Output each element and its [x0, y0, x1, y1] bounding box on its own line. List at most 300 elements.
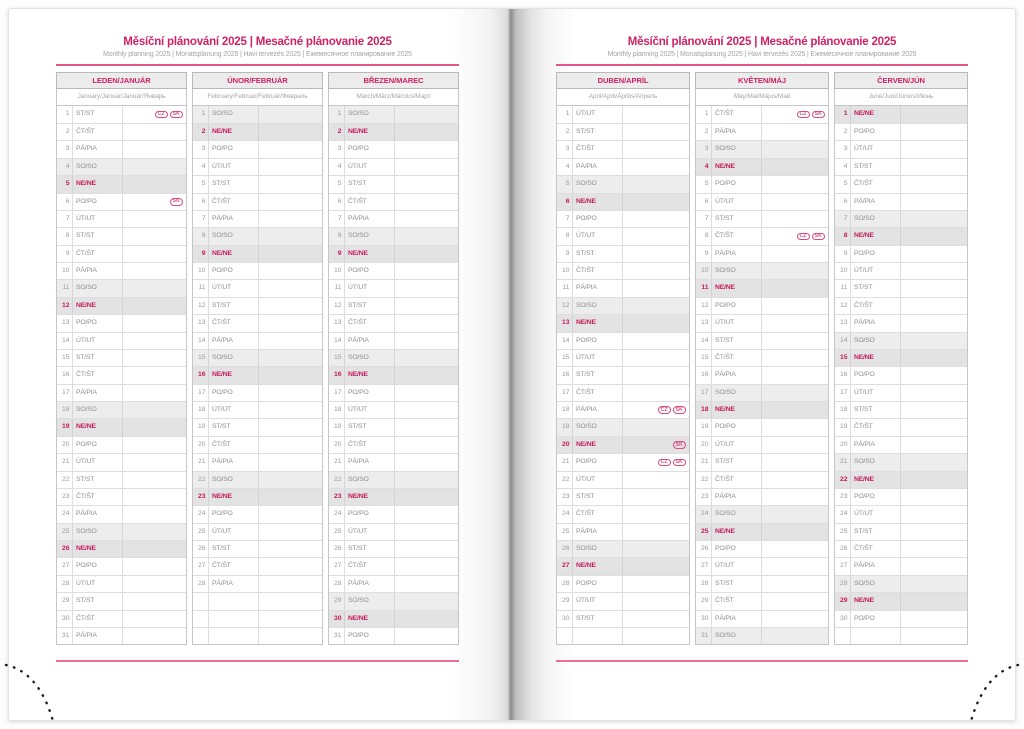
day-row — [57, 540, 186, 557]
day-number-cell: 20 — [193, 437, 209, 453]
day-row — [835, 401, 967, 418]
day-row — [57, 297, 186, 314]
notes-cell — [623, 385, 689, 401]
day-row — [57, 627, 186, 644]
notes-cell — [259, 194, 322, 210]
month-header: LEDEN/JANUÁR — [56, 72, 187, 89]
day-label-cell: PO/PO — [73, 437, 123, 453]
month-day-rows — [834, 106, 968, 646]
day-label-cell: PÁ/PIA — [345, 576, 395, 592]
day-row — [557, 384, 689, 401]
month-column — [328, 72, 459, 646]
day-row — [329, 366, 458, 383]
day-row — [329, 140, 458, 157]
page-title: Měsíční plánování 2025 | Mesačné plánovanie 2025 — [123, 36, 392, 48]
day-row — [696, 262, 828, 279]
day-label-cell: ČT/ŠT — [73, 489, 123, 505]
day-number-cell: 13 — [696, 315, 712, 331]
day-row — [57, 523, 186, 540]
day-number-cell: 7 — [57, 211, 73, 227]
day-number-cell: 8 — [696, 228, 712, 244]
notes-cell — [901, 628, 967, 644]
day-label-cell: SO/SO — [712, 263, 762, 279]
day-label-cell: SO/SO — [712, 628, 762, 644]
day-number-cell: 7 — [696, 211, 712, 227]
notes-cell — [395, 541, 458, 557]
day-number-cell: 21 — [835, 454, 851, 470]
day-number-cell: 28 — [557, 576, 573, 592]
day-row — [193, 557, 322, 574]
day-label-cell: SO/SO — [345, 228, 395, 244]
day-number-cell: 25 — [835, 524, 851, 540]
month-header: ÚNOR/FEBRUÁR — [192, 72, 323, 89]
notes-cell — [623, 454, 689, 470]
day-label-cell: SO/SO — [73, 524, 123, 540]
day-row — [193, 314, 322, 331]
day-number-cell: 20 — [696, 437, 712, 453]
day-row — [193, 262, 322, 279]
day-number-cell: 24 — [329, 506, 345, 522]
day-row — [329, 193, 458, 210]
day-row — [835, 332, 967, 349]
day-number-cell: 2 — [193, 124, 209, 140]
day-label-cell: PÁ/PIA — [573, 280, 623, 296]
day-label-cell: ÚT/UT — [209, 159, 259, 175]
notes-cell — [762, 402, 828, 418]
notes-cell — [762, 141, 828, 157]
notes-cell — [762, 541, 828, 557]
day-row — [329, 262, 458, 279]
month-column — [695, 72, 829, 646]
notes-cell — [123, 576, 186, 592]
months-row-right — [556, 72, 968, 646]
day-row — [557, 314, 689, 331]
notes-cell — [901, 194, 967, 210]
day-number-cell: 16 — [696, 367, 712, 383]
day-row — [57, 314, 186, 331]
notes-cell — [762, 593, 828, 609]
day-number-cell: 4 — [835, 159, 851, 175]
day-row — [329, 592, 458, 609]
month-day-rows — [56, 106, 187, 646]
footer-rule — [556, 660, 968, 662]
day-row — [557, 557, 689, 574]
day-number-cell — [193, 628, 209, 644]
month-column — [56, 72, 187, 646]
day-label-cell: ČT/ŠT — [73, 124, 123, 140]
notes-cell — [762, 350, 828, 366]
notes-cell — [123, 106, 186, 123]
day-number-cell: 9 — [329, 246, 345, 262]
day-label-cell: SO/SO — [209, 472, 259, 488]
notes-cell — [259, 350, 322, 366]
day-row — [193, 436, 322, 453]
day-label-cell: SO/SO — [73, 280, 123, 296]
day-row — [193, 488, 322, 505]
notes-cell — [623, 246, 689, 262]
notes-cell — [395, 524, 458, 540]
notes-cell — [259, 106, 322, 123]
day-number-cell: 10 — [329, 263, 345, 279]
day-row — [557, 262, 689, 279]
day-number-cell: 22 — [57, 472, 73, 488]
page-subtitle: Monthly planning 2025 | Monatsplanung 2025 | Havi tervezés 2025 | Ежемесячное планирование 2025 — [103, 51, 412, 58]
notes-cell — [762, 106, 828, 123]
day-row — [696, 523, 828, 540]
months-row-left — [56, 72, 459, 646]
day-row — [696, 158, 828, 175]
notes-cell — [901, 385, 967, 401]
day-row — [57, 227, 186, 244]
sk-holiday-badge-icon: SK — [812, 111, 825, 119]
day-row — [557, 523, 689, 540]
day-row — [329, 349, 458, 366]
day-label-cell: NE/NE — [73, 298, 123, 314]
day-label-cell: ÚT/UT — [73, 576, 123, 592]
sk-holiday-badge-icon: SK — [812, 233, 825, 241]
day-row — [835, 610, 967, 627]
day-label-cell: PO/PO — [209, 263, 259, 279]
notes-cell — [762, 263, 828, 279]
day-number-cell: 6 — [57, 194, 73, 210]
day-number-cell: 10 — [557, 263, 573, 279]
day-row — [57, 575, 186, 592]
day-number-cell: 15 — [696, 350, 712, 366]
day-number-cell: 30 — [835, 611, 851, 627]
day-number-cell: 24 — [193, 506, 209, 522]
day-row — [329, 227, 458, 244]
notes-cell — [259, 611, 322, 627]
day-number-cell: 4 — [193, 159, 209, 175]
day-label-cell: ČT/ŠT — [573, 506, 623, 522]
day-number-cell: 8 — [193, 228, 209, 244]
day-number-cell: 17 — [557, 385, 573, 401]
notes-cell — [762, 558, 828, 574]
day-number-cell: 16 — [835, 367, 851, 383]
day-label-cell: ST/ST — [712, 576, 762, 592]
day-label-cell: NE/NE — [851, 593, 901, 609]
notes-cell — [762, 524, 828, 540]
day-row — [696, 592, 828, 609]
notes-cell — [259, 472, 322, 488]
day-label-cell: ST/ST — [73, 593, 123, 609]
day-number-cell — [835, 628, 851, 644]
notes-cell — [623, 611, 689, 627]
day-label-cell: SO/SO — [712, 385, 762, 401]
notes-cell — [395, 315, 458, 331]
day-number-cell: 11 — [696, 280, 712, 296]
notes-cell — [762, 315, 828, 331]
day-number-cell: 12 — [696, 298, 712, 314]
notes-cell — [259, 141, 322, 157]
day-row — [193, 297, 322, 314]
day-label-cell — [209, 593, 259, 609]
notes-cell — [395, 350, 458, 366]
month-subheader: January/Januar/Január/Январь — [56, 89, 187, 106]
notes-cell — [901, 228, 967, 244]
day-number-cell: 13 — [835, 315, 851, 331]
day-number-cell: 27 — [696, 558, 712, 574]
notes-cell — [901, 611, 967, 627]
notes-cell — [395, 333, 458, 349]
day-number-cell: 21 — [329, 454, 345, 470]
page-right-content — [556, 9, 968, 662]
day-label-cell: NE/NE — [851, 228, 901, 244]
day-row — [835, 557, 967, 574]
month-column — [834, 72, 968, 646]
day-row — [557, 279, 689, 296]
day-label-cell: NE/NE — [209, 246, 259, 262]
notes-cell — [623, 176, 689, 192]
day-label-cell: PO/PO — [573, 211, 623, 227]
notes-cell — [123, 263, 186, 279]
day-label-cell: PO/PO — [345, 263, 395, 279]
notes-cell — [901, 454, 967, 470]
day-row — [557, 210, 689, 227]
notes-cell — [762, 576, 828, 592]
day-row — [835, 384, 967, 401]
day-number-cell: 1 — [329, 106, 345, 123]
notes-cell — [259, 298, 322, 314]
day-label-cell: SO/SO — [345, 106, 395, 123]
day-row — [57, 471, 186, 488]
header-rule — [556, 64, 968, 66]
day-row — [835, 575, 967, 592]
month-column — [556, 72, 690, 646]
day-number-cell: 22 — [557, 472, 573, 488]
day-row — [329, 418, 458, 435]
day-number-cell: 2 — [696, 124, 712, 140]
notes-cell — [901, 159, 967, 175]
day-number-cell: 23 — [696, 489, 712, 505]
day-label-cell: SO/SO — [851, 576, 901, 592]
day-number-cell: 9 — [696, 246, 712, 262]
notes-cell — [762, 159, 828, 175]
day-label-cell: PO/PO — [345, 141, 395, 157]
day-row — [835, 158, 967, 175]
day-number-cell: 30 — [57, 611, 73, 627]
notes-cell — [395, 211, 458, 227]
day-label-cell: ÚT/UT — [73, 211, 123, 227]
day-row — [57, 279, 186, 296]
day-number-cell: 11 — [193, 280, 209, 296]
day-number-cell: 22 — [835, 472, 851, 488]
day-label-cell — [209, 628, 259, 644]
day-number-cell: 20 — [57, 437, 73, 453]
notes-cell — [901, 472, 967, 488]
day-row — [835, 262, 967, 279]
day-number-cell: 28 — [835, 576, 851, 592]
notes-cell — [623, 159, 689, 175]
day-number-cell: 11 — [57, 280, 73, 296]
notes-cell — [762, 194, 828, 210]
day-label-cell: PÁ/PIA — [73, 385, 123, 401]
day-number-cell: 2 — [557, 124, 573, 140]
day-row — [329, 158, 458, 175]
notes-cell — [901, 593, 967, 609]
day-label-cell: ČT/ŠT — [573, 141, 623, 157]
day-row — [696, 575, 828, 592]
notes-cell — [395, 141, 458, 157]
notes-cell — [901, 558, 967, 574]
day-number-cell: 6 — [696, 194, 712, 210]
day-number-cell: 14 — [329, 333, 345, 349]
notes-cell — [395, 124, 458, 140]
day-row — [193, 418, 322, 435]
day-number-cell: 29 — [557, 593, 573, 609]
day-row — [57, 610, 186, 627]
notes-cell — [901, 419, 967, 435]
day-row — [57, 384, 186, 401]
day-label-cell: SO/SO — [851, 211, 901, 227]
notes-cell — [623, 472, 689, 488]
notes-cell — [123, 506, 186, 522]
day-label-cell: ČT/ŠT — [345, 558, 395, 574]
day-label-cell: SO/SO — [573, 541, 623, 557]
notes-cell — [123, 524, 186, 540]
day-row — [696, 384, 828, 401]
day-row — [557, 610, 689, 627]
notes-cell — [395, 611, 458, 627]
notes-cell — [901, 280, 967, 296]
day-number-cell: 31 — [329, 628, 345, 644]
cz-holiday-badge-icon: CZ — [797, 111, 810, 119]
notes-cell — [623, 367, 689, 383]
day-label-cell: PÁ/PIA — [712, 124, 762, 140]
notes-cell — [259, 159, 322, 175]
notes-cell — [762, 454, 828, 470]
day-label-cell: ÚT/UT — [573, 350, 623, 366]
notes-cell — [623, 350, 689, 366]
day-label-cell: ČT/ŠT — [712, 228, 762, 244]
day-number-cell: 25 — [557, 524, 573, 540]
day-label-cell: PÁ/PIA — [712, 489, 762, 505]
day-number-cell: 3 — [557, 141, 573, 157]
day-row — [193, 453, 322, 470]
day-row — [696, 175, 828, 192]
day-number-cell: 22 — [696, 472, 712, 488]
day-number-cell: 1 — [557, 106, 573, 123]
day-row — [57, 140, 186, 157]
day-label-cell: NE/NE — [73, 541, 123, 557]
day-label-cell: ÚT/UT — [712, 194, 762, 210]
day-number-cell: 25 — [696, 524, 712, 540]
day-number-cell: 24 — [57, 506, 73, 522]
day-row — [193, 523, 322, 540]
notes-cell — [123, 419, 186, 435]
day-row — [696, 140, 828, 157]
day-label-cell: PÁ/PIA — [573, 402, 623, 418]
month-day-rows — [556, 106, 690, 646]
notes-cell — [259, 628, 322, 644]
day-number-cell: 12 — [835, 298, 851, 314]
day-number-cell: 17 — [57, 385, 73, 401]
day-row — [557, 575, 689, 592]
day-number-cell: 13 — [57, 315, 73, 331]
day-label-cell: PÁ/PIA — [851, 315, 901, 331]
day-label-cell: ST/ST — [851, 159, 901, 175]
day-label-cell: ÚT/UT — [73, 333, 123, 349]
day-row — [57, 453, 186, 470]
day-label-cell: ČT/ŠT — [209, 315, 259, 331]
day-number-cell: 6 — [329, 194, 345, 210]
day-label-cell: SO/SO — [209, 106, 259, 123]
day-row — [696, 210, 828, 227]
day-label-cell: ST/ST — [851, 402, 901, 418]
notes-cell — [623, 402, 689, 418]
day-number-cell: 14 — [835, 333, 851, 349]
month-subheader: June/Juni/Június/Июнь — [834, 89, 968, 106]
day-row — [193, 279, 322, 296]
day-number-cell: 1 — [57, 106, 73, 123]
day-label-cell: SO/SO — [712, 141, 762, 157]
day-number-cell: 1 — [835, 106, 851, 123]
day-row — [557, 366, 689, 383]
day-label-cell: ÚT/UT — [345, 402, 395, 418]
day-label-cell: SO/SO — [209, 350, 259, 366]
day-label-cell: PO/PO — [345, 628, 395, 644]
empty-row — [835, 627, 967, 644]
day-number-cell: 27 — [329, 558, 345, 574]
day-number-cell: 25 — [57, 524, 73, 540]
notes-cell — [123, 194, 186, 210]
day-label-cell: PÁ/PIA — [209, 211, 259, 227]
day-row — [557, 592, 689, 609]
notes-cell — [123, 124, 186, 140]
cz-holiday-badge-icon: CZ — [658, 406, 671, 414]
day-label-cell: PÁ/PIA — [345, 333, 395, 349]
day-label-cell: PO/PO — [851, 611, 901, 627]
notes-cell — [259, 280, 322, 296]
day-number-cell: 21 — [57, 454, 73, 470]
cz-holiday-badge-icon: CZ — [155, 111, 168, 119]
day-row — [696, 245, 828, 262]
day-number-cell: 17 — [696, 385, 712, 401]
notes-cell — [623, 280, 689, 296]
footer-rule — [56, 660, 459, 662]
day-number-cell: 8 — [557, 228, 573, 244]
notes-cell — [259, 228, 322, 244]
page-left — [8, 8, 511, 721]
notes-cell — [901, 315, 967, 331]
notes-cell — [623, 194, 689, 210]
notes-cell — [395, 106, 458, 123]
day-number-cell: 12 — [557, 298, 573, 314]
day-label-cell: PÁ/PIA — [345, 211, 395, 227]
day-label-cell: PO/PO — [712, 298, 762, 314]
day-label-cell: NE/NE — [573, 437, 623, 453]
day-number-cell: 30 — [557, 611, 573, 627]
day-row — [57, 193, 186, 210]
notes-cell — [395, 298, 458, 314]
day-row — [696, 314, 828, 331]
notes-cell — [123, 246, 186, 262]
day-number-cell: 21 — [696, 454, 712, 470]
notes-cell — [123, 367, 186, 383]
notes-cell — [395, 194, 458, 210]
day-row — [557, 471, 689, 488]
day-label-cell: PO/PO — [573, 333, 623, 349]
day-label-cell: PÁ/PIA — [573, 159, 623, 175]
notes-cell — [259, 419, 322, 435]
day-number-cell: 19 — [57, 419, 73, 435]
day-label-cell: PÁ/PIA — [851, 437, 901, 453]
day-number-cell: 9 — [57, 246, 73, 262]
day-number-cell: 18 — [193, 402, 209, 418]
month-column — [192, 72, 323, 646]
day-row — [193, 366, 322, 383]
day-row — [696, 471, 828, 488]
